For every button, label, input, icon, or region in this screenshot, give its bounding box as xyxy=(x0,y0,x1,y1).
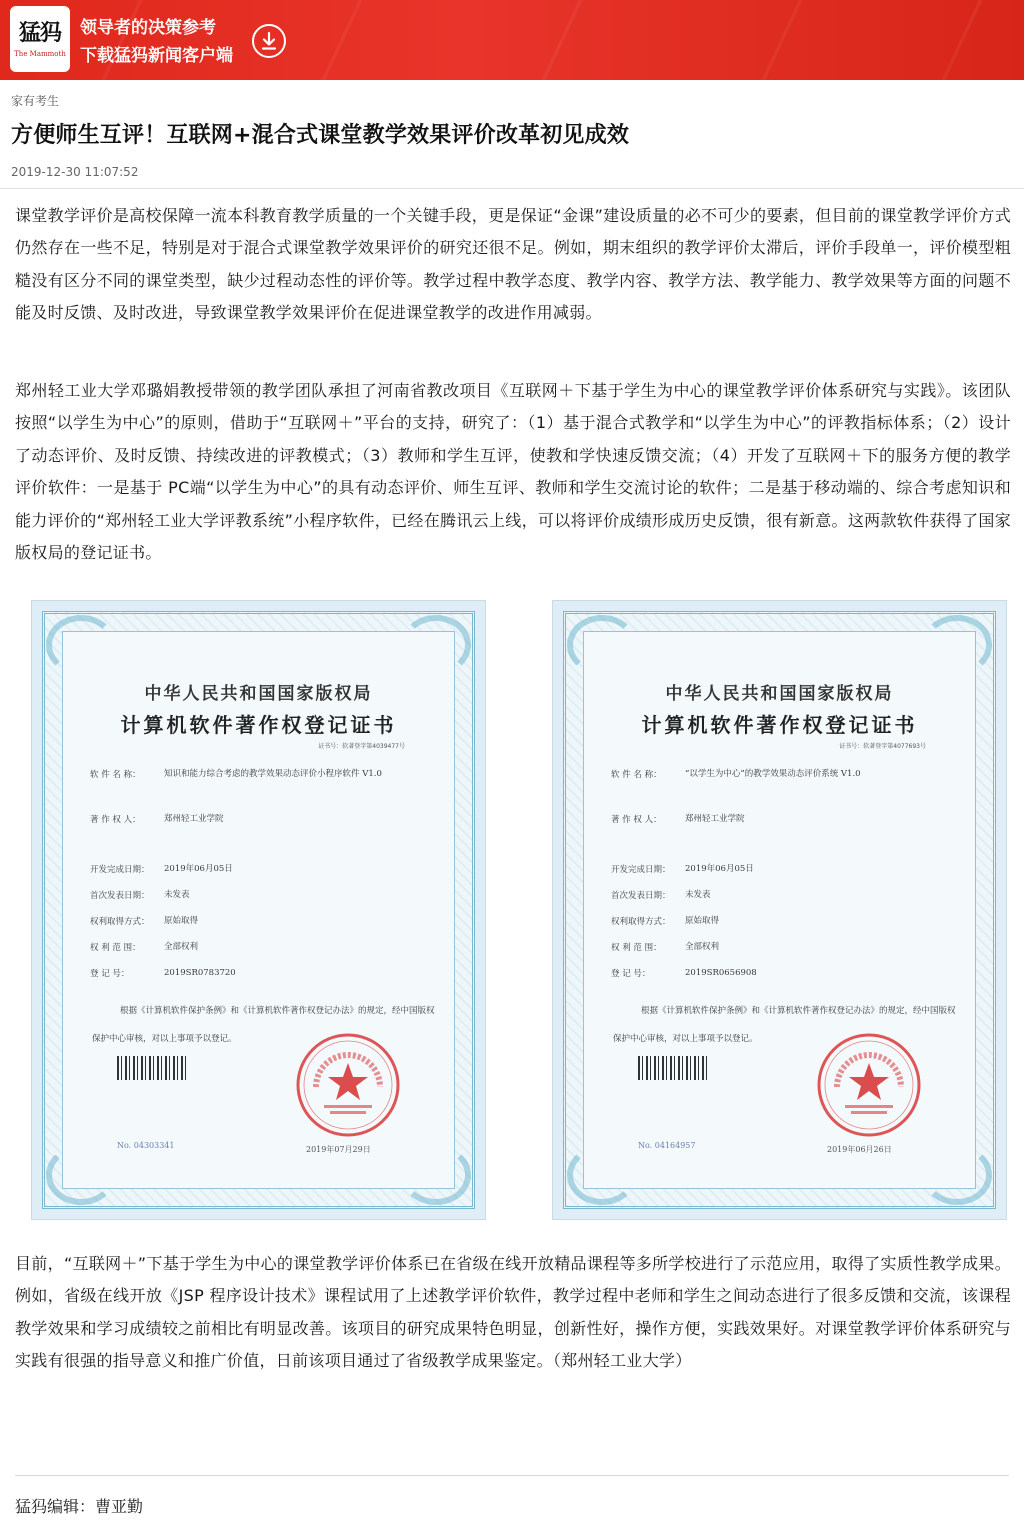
field-value: 全部权利 xyxy=(164,942,199,952)
field-label: 权利取得方式： xyxy=(611,917,671,927)
barcode xyxy=(638,1056,708,1080)
field-value: 2019SR0783720 xyxy=(164,968,236,978)
field-value: 郑州轻工业学院 xyxy=(164,814,224,824)
field-value: 原始取得 xyxy=(164,916,199,926)
field-value: “以学生为中心”的教学效果动态评价系统 V1.0 xyxy=(685,769,861,779)
ornament-corner xyxy=(567,615,637,675)
certificate-issuer: 中华人民共和国国家版权局 xyxy=(665,684,894,704)
official-seal xyxy=(294,1031,402,1139)
certificate-number: 证书号：软著登字第4077693号 xyxy=(839,743,926,750)
app-download-banner[interactable] xyxy=(0,0,1024,80)
field-label: 软 件 名 称： xyxy=(611,770,662,780)
field-value: 知识和能力综合考虑的教学效果动态评价小程序软件 V1.0 xyxy=(164,769,382,779)
copyright-owner-row xyxy=(611,813,745,826)
field-label: 权 利 范 围： xyxy=(90,943,141,953)
editor-credit: 猛犸编辑：曹亚勤 xyxy=(15,1497,144,1516)
banner-slogan: 领导者的决策参考 xyxy=(80,18,216,38)
certificate-title: 计算机软件著作权登记证书 xyxy=(120,713,397,737)
field-value: 未发表 xyxy=(164,890,190,900)
paragraph-results: 目前，“互联网＋”下基于学生为中心的课堂教学评价体系已在省级在线开放精品课程等多所学校进行了示范应用，取得了实质性教学成果。例如，省级在线开放《JSP 程序设计技术》课程试用了上述教学评价软件，教学过程中老师和学生之间动态进行了很多反馈和交流，该课程教学效果和学习成绩较之前相比有明显改善。该项目的研究成果特色明显，创新性好，操作方便，实践效果好。对课堂教学评价体系研究与实践有很强的指导意义和推广价值，日前该项目通过了省级教学成果鉴定。（郑州轻工业大学） xyxy=(15,1254,1011,1371)
header-divider xyxy=(0,188,1024,189)
field-label: 开发完成日期： xyxy=(90,865,150,875)
banner-text[interactable] xyxy=(80,14,233,70)
certificate-basis-text: 根据《计算机软件保护条例》和《计算机软件著作权登记办法》的规定，经中国版权保护中心审核，对以上事项予以登记。 xyxy=(613,1006,956,1044)
certificate-basis-text: 根据《计算机软件保护条例》和《计算机软件著作权登记办法》的规定，经中国版权保护中心审核，对以上事项予以登记。 xyxy=(92,1006,435,1044)
barcode xyxy=(117,1056,187,1080)
app-logo[interactable] xyxy=(10,6,70,72)
rights-scope-row xyxy=(90,941,198,954)
ornament-corner xyxy=(46,615,116,675)
certificate-serial: No. 04303341 xyxy=(117,1141,175,1150)
rights-scope-row xyxy=(611,941,719,954)
development-date-row xyxy=(90,863,233,876)
field-value: 未发表 xyxy=(685,890,711,900)
certificate-issuer: 中华人民共和国国家版权局 xyxy=(144,684,373,704)
logo-subtext: The Mammoth xyxy=(14,50,66,58)
rights-acquisition-row xyxy=(611,915,719,928)
certificate-number: 证书号：软著登字第4039477号 xyxy=(318,743,405,750)
rights-acquisition-row xyxy=(90,915,198,928)
field-value: 2019年06月05日 xyxy=(164,864,233,874)
ornament-corner xyxy=(46,1145,116,1205)
software-name-row xyxy=(90,768,382,781)
field-label: 著 作 权 人： xyxy=(90,815,141,825)
publish-date-row xyxy=(90,889,190,902)
field-label: 首次发表日期： xyxy=(90,891,150,901)
certificate-serial: No. 04164957 xyxy=(638,1141,696,1150)
development-date-row xyxy=(611,863,754,876)
field-label: 著 作 权 人： xyxy=(611,815,662,825)
ornament-corner xyxy=(567,1145,637,1205)
field-label: 软 件 名 称： xyxy=(90,770,141,780)
footer-divider xyxy=(15,1475,1009,1476)
field-value: 原始取得 xyxy=(685,916,720,926)
publish-date: 2019-12-30 11:07:52 xyxy=(11,165,139,179)
field-value: 郑州轻工业学院 xyxy=(685,814,745,824)
official-seal xyxy=(815,1031,923,1139)
registration-number-row xyxy=(90,967,236,980)
publish-date-row xyxy=(611,889,711,902)
software-name-row xyxy=(611,768,861,781)
ornament-corner xyxy=(922,1145,992,1205)
field-label: 权利取得方式： xyxy=(90,917,150,927)
registration-number-row xyxy=(611,967,757,980)
seal-date: 2019年07月29日 xyxy=(306,1145,371,1154)
paragraph-project: 郑州轻工业大学邓璐娟教授带领的教学团队承担了河南省教改项目《互联网＋下基于学生为中心的课堂教学评价体系研究与实践》。该团队按照“以学生为中心”的原则，借助于“互联网＋”平台的支持，研究了：（1）基于混合式教学和“以学生为中心”的评教指标体系；（2）设计了动态评价、及时反馈、持续改进的评教模式；（3）教师和学生互评，使教和学快速反馈交流；（4）开发了互联网＋下的服务方便的教学评价软件：一是基于 PC端“以学生为中心”的具有动态评价、师生互评、教师和学生交流讨论的软件；二是基于移动端的、综合考虑知识和能力评价的“郑州轻工业大学评教系统”小程序软件，已经在腾讯云上线，可以将评价成绩形成历史反馈，很有新意。这两款软件获得了国家版权局的登记证书。 xyxy=(15,381,1011,563)
field-value: 全部权利 xyxy=(685,942,720,952)
paragraph-intro: 课堂教学评价是高校保障一流本科教育教学质量的一个关键手段，更是保证“金课”建设质量的必不可少的要素，但目前的课堂教学评价方式仍然存在一些不足，特别是对于混合式课堂教学效果评价的研究还很不足。例如，期末组织的教学评价太滞后，评价手段单一，评价模型粗糙没有区分不同的课堂类型，缺少过程动态性的评价等。教学过程中教学态度、教学内容、教学方法、教学能力、教学效果等方面的问题不能及时反馈、及时改进，导致课堂教学效果评价在促进课堂教学的改进作用减弱。 xyxy=(15,206,1011,323)
field-label: 权 利 范 围： xyxy=(611,943,662,953)
logo-text: 猛犸 xyxy=(18,20,61,46)
article-category[interactable]: 家有考生 xyxy=(11,94,60,108)
ornament-corner xyxy=(922,615,992,675)
field-label: 登 记 号： xyxy=(90,969,130,979)
certificate-title: 计算机软件著作权登记证书 xyxy=(641,713,918,737)
field-value: 2019年06月05日 xyxy=(685,864,754,874)
field-label: 首次发表日期： xyxy=(611,891,671,901)
certificate-image-2 xyxy=(552,600,1007,1220)
article-title: 方便师生互评！互联网+混合式课堂教学效果评价改革初见成效 xyxy=(11,123,630,148)
ornament-corner xyxy=(401,1145,471,1205)
banner-download-label[interactable]: 下载猛犸新闻客户端 xyxy=(80,46,233,66)
field-label: 登 记 号： xyxy=(611,969,651,979)
ornament-corner xyxy=(401,615,471,675)
seal-date: 2019年06月26日 xyxy=(827,1145,892,1154)
download-circle-icon[interactable] xyxy=(252,24,286,58)
certificate-image-1 xyxy=(31,600,486,1220)
copyright-owner-row xyxy=(90,813,224,826)
field-label: 开发完成日期： xyxy=(611,865,671,875)
field-value: 2019SR0656908 xyxy=(685,968,757,978)
